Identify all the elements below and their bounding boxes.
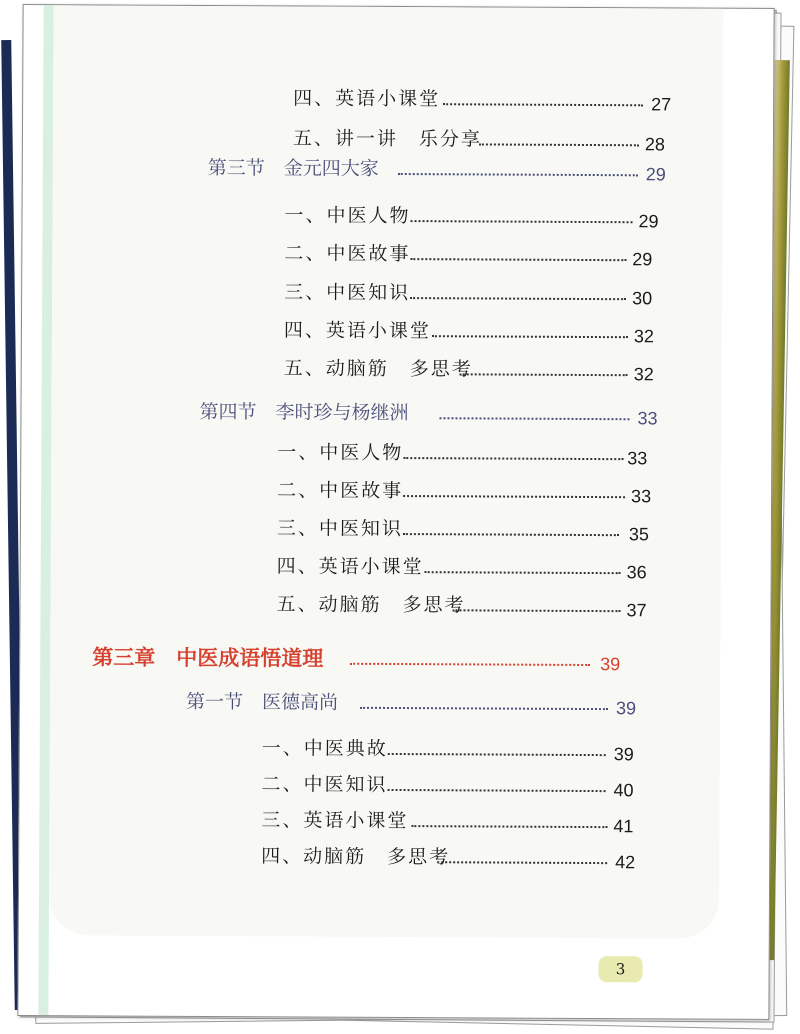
toc-row bbox=[284, 201, 664, 231]
toc-entry-label: 四、英语小课堂 bbox=[293, 87, 441, 111]
leader-dots bbox=[411, 825, 607, 828]
toc-row bbox=[186, 688, 656, 718]
toc-row bbox=[262, 734, 642, 764]
leader-dots bbox=[410, 258, 626, 261]
toc-row bbox=[199, 398, 669, 428]
toc-page-number: 37 bbox=[626, 600, 647, 621]
toc-section-label: 第三节 金元四大家 bbox=[207, 157, 379, 180]
toc-entry-label: 四、动脑筋 多思考 bbox=[261, 845, 451, 869]
leader-dots bbox=[350, 663, 590, 666]
toc-page-number: 30 bbox=[632, 288, 653, 309]
leader-dots bbox=[479, 143, 639, 146]
toc-entry-label: 一、中医人物 bbox=[284, 204, 411, 228]
toc-section-label: 第一节 医德高尚 bbox=[185, 690, 339, 714]
toc-page-number: 39 bbox=[600, 654, 621, 675]
toc-page-number: 32 bbox=[633, 326, 655, 347]
leader-dots bbox=[425, 571, 621, 574]
leader-dots bbox=[403, 533, 619, 536]
toc-row bbox=[277, 438, 657, 468]
toc-entry-label: 三、中医知识 bbox=[276, 517, 403, 541]
toc-row bbox=[284, 278, 664, 308]
toc-entry-label: 五、动脑筋 多思考 bbox=[276, 593, 466, 617]
toc-row bbox=[284, 239, 664, 269]
toc-page-number: 41 bbox=[613, 816, 634, 837]
toc-row bbox=[277, 552, 657, 582]
toc-row bbox=[293, 84, 673, 114]
toc-row bbox=[261, 770, 641, 800]
toc-entry-label: 五、讲一讲 乐分享 bbox=[292, 127, 483, 151]
toc-row bbox=[284, 354, 664, 384]
toc-page-number: 29 bbox=[645, 164, 666, 185]
toc-page-number: 33 bbox=[631, 486, 652, 507]
leader-dots bbox=[388, 753, 606, 756]
toc-entry-label: 一、中医典故 bbox=[261, 737, 388, 760]
leader-dots bbox=[411, 220, 633, 223]
toc-page-number: 28 bbox=[644, 134, 666, 155]
toc-row bbox=[277, 514, 657, 544]
leader-dots bbox=[460, 373, 628, 376]
toc-entry-label: 三、英语小课堂 bbox=[261, 809, 409, 833]
leader-dots bbox=[388, 789, 606, 792]
leader-dots bbox=[403, 495, 625, 498]
toc-row bbox=[284, 316, 664, 346]
leader-dots bbox=[443, 103, 643, 106]
toc-row bbox=[261, 806, 641, 836]
toc-row bbox=[92, 643, 672, 674]
toc-entry-label: 一、中医人物 bbox=[277, 441, 404, 465]
leader-dots bbox=[432, 335, 628, 338]
toc-page-number: 42 bbox=[615, 852, 636, 873]
toc-page-number: 33 bbox=[627, 448, 648, 469]
toc-page-number: 35 bbox=[628, 524, 649, 545]
toc-page-number: 29 bbox=[632, 249, 653, 270]
toc-entry-label: 二、中医故事 bbox=[284, 242, 411, 266]
leader-dots bbox=[437, 861, 607, 864]
toc-page-number: 33 bbox=[637, 408, 658, 429]
toc-entry-label: 四、英语小课堂 bbox=[276, 555, 424, 579]
toc-chapter-label: 第三章 中医成语悟道理 bbox=[92, 645, 324, 671]
toc-row bbox=[208, 154, 678, 184]
toc-row bbox=[276, 590, 656, 620]
leader-dots bbox=[398, 173, 638, 176]
toc-page-number: 39 bbox=[615, 698, 637, 719]
toc-page-number: 27 bbox=[651, 94, 672, 115]
toc-row bbox=[261, 842, 641, 872]
leader-dots bbox=[452, 609, 620, 612]
table-of-contents bbox=[18, 5, 773, 1019]
page-number-badge: 3 bbox=[599, 956, 643, 982]
toc-entry-label: 四、英语小课堂 bbox=[283, 319, 432, 343]
document-page bbox=[17, 4, 774, 1020]
toc-entry-label: 五、动脑筋 多思考 bbox=[283, 357, 473, 381]
toc-page-number: 29 bbox=[638, 211, 659, 232]
toc-section-label: 第四节 李时珍与杨继洲 bbox=[199, 400, 409, 425]
toc-row bbox=[277, 476, 657, 506]
leader-dots bbox=[410, 297, 626, 300]
toc-page-number: 36 bbox=[626, 562, 647, 583]
toc-row bbox=[293, 124, 673, 154]
toc-page-number: 40 bbox=[613, 780, 634, 801]
toc-entry-label: 二、中医知识 bbox=[261, 773, 388, 796]
toc-entry-label: 三、中医知识 bbox=[284, 281, 411, 305]
toc-page-number: 32 bbox=[633, 364, 654, 385]
leader-dots bbox=[403, 457, 623, 460]
toc-page-number: 39 bbox=[613, 744, 634, 765]
leader-dots bbox=[360, 707, 608, 710]
toc-entry-label: 二、中医故事 bbox=[277, 479, 404, 503]
leader-dots bbox=[439, 417, 629, 420]
